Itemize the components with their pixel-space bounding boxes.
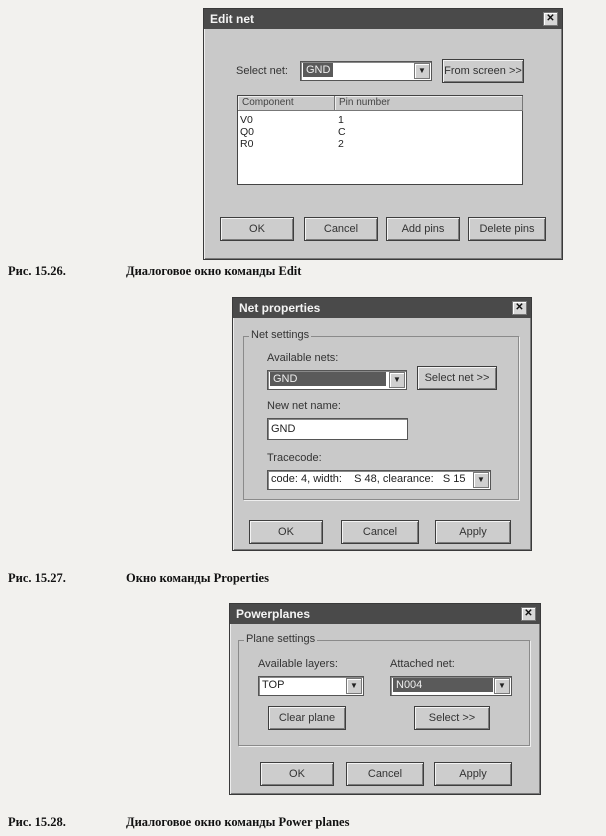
close-icon[interactable]: ✕ <box>543 12 558 26</box>
new-net-name-label: New net name: <box>267 400 341 412</box>
available-nets-value: GND <box>270 372 386 386</box>
row-3-component[interactable]: R0 <box>240 138 254 150</box>
caption-number-2: Рис. 15.27. <box>8 571 66 585</box>
cancel-button[interactable]: Cancel <box>341 520 419 544</box>
ok-button[interactable]: OK <box>260 762 334 786</box>
powerplanes-dialog <box>229 603 541 795</box>
powerplanes-titlebar <box>230 604 540 624</box>
row-1-pin[interactable]: 1 <box>338 114 344 126</box>
attached-net-combo[interactable] <box>390 676 512 696</box>
net-settings-label: Net settings <box>251 329 310 341</box>
delete-pins-button[interactable]: Delete pins <box>468 217 546 241</box>
close-icon[interactable]: ✕ <box>512 301 527 315</box>
powerplanes-title: Powerplanes <box>236 607 311 621</box>
ok-button[interactable]: OK <box>220 217 294 241</box>
apply-button[interactable]: Apply <box>434 762 512 786</box>
available-layers-combo[interactable] <box>258 676 364 696</box>
net-properties-title: Net properties <box>239 301 321 315</box>
chevron-down-icon[interactable]: ▼ <box>389 372 405 388</box>
caption-number-3: Рис. 15.28. <box>8 815 66 829</box>
plane-settings-label: Plane settings <box>246 633 316 645</box>
column-header-pin-number[interactable]: Pin number <box>335 96 523 111</box>
new-net-name-field[interactable]: GND <box>267 418 408 440</box>
close-icon[interactable]: ✕ <box>521 607 536 621</box>
from-screen-button[interactable]: From screen >> <box>442 59 524 83</box>
chevron-down-icon[interactable]: ▼ <box>473 472 489 488</box>
caption-text-3: Диалоговое окно команды Power planes <box>126 815 350 829</box>
chevron-down-icon[interactable]: ▼ <box>346 678 362 694</box>
available-nets-combo[interactable] <box>267 370 407 390</box>
caption-text-2: Окно команды Properties <box>126 571 269 585</box>
clear-plane-button[interactable]: Clear plane <box>268 706 346 730</box>
row-1-component[interactable]: V0 <box>240 114 253 126</box>
edit-net-title: Edit net <box>210 12 254 26</box>
chevron-down-icon[interactable]: ▼ <box>494 678 510 694</box>
column-header-component[interactable]: Component <box>238 96 335 111</box>
available-layers-value: TOP <box>262 679 285 691</box>
select-button[interactable]: Select >> <box>414 706 490 730</box>
ok-button[interactable]: OK <box>249 520 323 544</box>
select-net-button[interactable]: Select net >> <box>417 366 497 390</box>
cancel-button[interactable]: Cancel <box>346 762 424 786</box>
net-properties-dialog <box>232 297 532 551</box>
components-list[interactable] <box>237 95 523 185</box>
select-net-combo[interactable] <box>300 61 432 81</box>
cancel-button[interactable]: Cancel <box>304 217 378 241</box>
tracecode-label: Tracecode: <box>267 452 322 464</box>
edit-net-titlebar <box>204 9 562 29</box>
attached-net-label: Attached net: <box>390 658 455 670</box>
tracecode-combo[interactable] <box>267 470 491 490</box>
row-2-component[interactable]: Q0 <box>240 126 255 138</box>
add-pins-button[interactable]: Add pins <box>386 217 460 241</box>
row-3-pin[interactable]: 2 <box>338 138 344 150</box>
tracecode-value: code: 4, width: S 48, clearance: S 15 <box>271 473 466 485</box>
select-net-label: Select net: <box>236 65 288 77</box>
attached-net-value: N004 <box>393 678 493 692</box>
caption-number-1: Рис. 15.26. <box>8 264 66 278</box>
apply-button[interactable]: Apply <box>435 520 511 544</box>
select-net-value: GND <box>303 63 333 77</box>
row-2-pin[interactable]: C <box>338 126 346 138</box>
caption-text-1: Диалоговое окно команды Edit <box>126 264 302 278</box>
edit-net-dialog <box>203 8 563 260</box>
chevron-down-icon[interactable]: ▼ <box>414 63 430 79</box>
available-nets-label: Available nets: <box>267 352 339 364</box>
available-layers-label: Available layers: <box>258 658 338 670</box>
net-properties-titlebar <box>233 298 531 318</box>
